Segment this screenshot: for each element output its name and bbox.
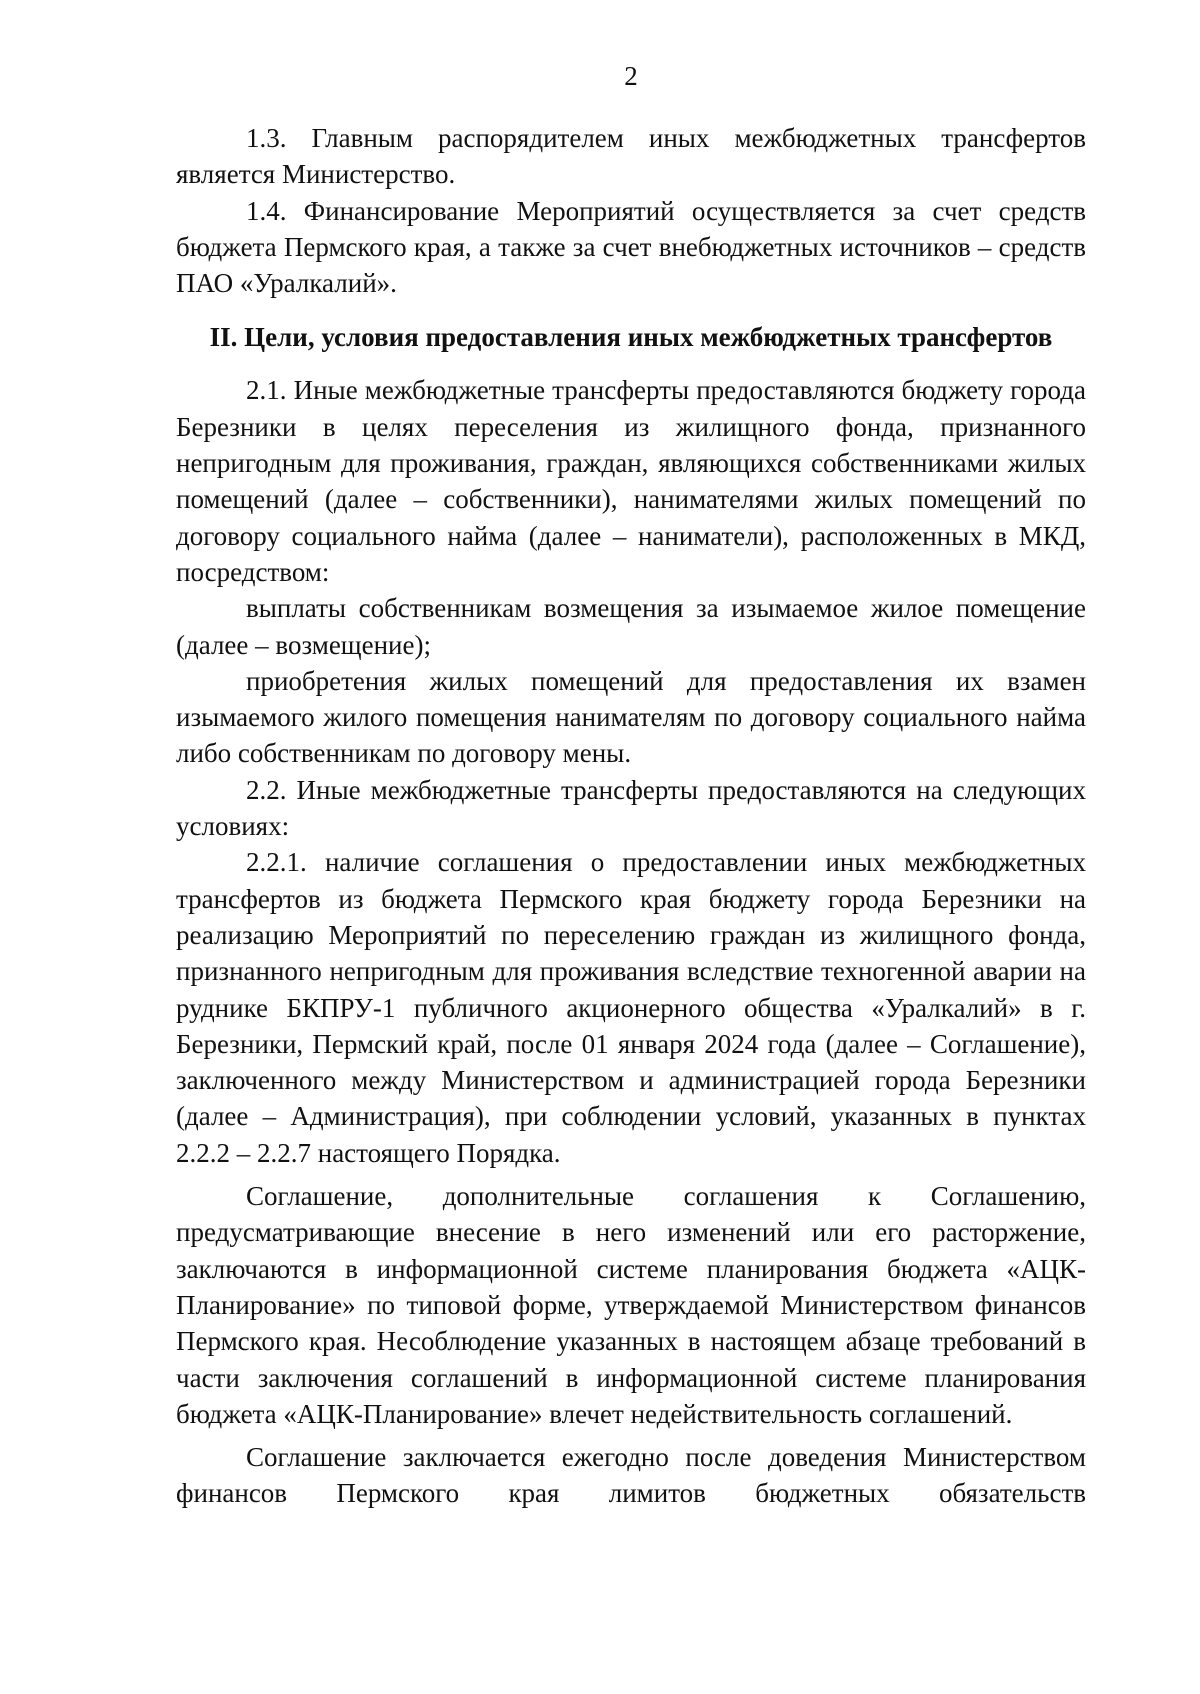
paragraph-agreement-annual: Соглашение заключается ежегодно после доведения Министерством финансов Пермского края лимитов бюджетных обязательств [176, 1442, 1086, 1509]
paragraph-agreement-system: Соглашение, дополнительные соглашения к Соглашению, предусматривающие внесение в него изменений или его расторжение, заключаются в информационной системе планирования бюджета «АЦК-Планирование» по типовой форме, утверждаемой Министерством финансов Пермского края. Несоблюдение указанных в настоящем абзаце требований в части заключения соглашений в информационной системе планирования бюджета «АЦК-Планирование» влечет недействительность соглашений. [176, 1181, 1086, 1429]
document-body [176, 120, 1086, 1512]
paragraph-1-4: 1.4. Финансирование Мероприятий осуществляется за счет средств бюджета Пермского края, а также за счет внебюджетных источников – средств ПАО «Уралкалий». [176, 195, 1086, 299]
paragraph-acquisition: приобретения жилых помещений для предоставления их взамен изымаемого жилого помещения нанимателям по договору социального найма либо собственникам по договору мены. [176, 665, 1086, 769]
paragraph-1-3: 1.3. Главным распорядителем иных межбюджетных трансфертов является Министерство. [176, 123, 1086, 190]
paragraph-2-2-1: 2.2.1. наличие соглашения о предоставлении иных межбюджетных трансфертов из бюджета Пермского края бюджету города Березники на реализацию Мероприятий по переселению граждан из жилищного фонда, признанного непригодным для проживания вследствие техногенной аварии на руднике БКПРУ-1 публичного акционерного общества «Уралкалий» в г. Березники, Пермский край, после 01 января 2024 года (далее – Соглашение), заключенного между Министерством и администрацией города Березники (далее – Администрация), при соблюдении условий, указанных в пунктах 2.2.2 – 2.2.7 настоящего Порядка. [176, 847, 1086, 1168]
page-number: 2 [624, 61, 638, 91]
paragraph-2-1: 2.1. Иные межбюджетные трансферты предоставляются бюджету города Березники в целях переселения из жилищного фонда, признанного непригодным для проживания, граждан, являющихся собственниками жилых помещений (далее – собственники), нанимателями жилых помещений по договору социального найма (далее – наниматели), расположенных в МКД, посредством: [176, 375, 1086, 587]
paragraph-compensation: выплаты собственникам возмещения за изымаемое жилое помещение (далее – возмещение); [176, 593, 1086, 660]
section-heading: II. Цели, условия предоставления иных межбюджетных трансфертов [209, 322, 1053, 353]
paragraph-2-2: 2.2. Иные межбюджетные трансферты предоставляются на следующих условиях: [176, 774, 1086, 842]
